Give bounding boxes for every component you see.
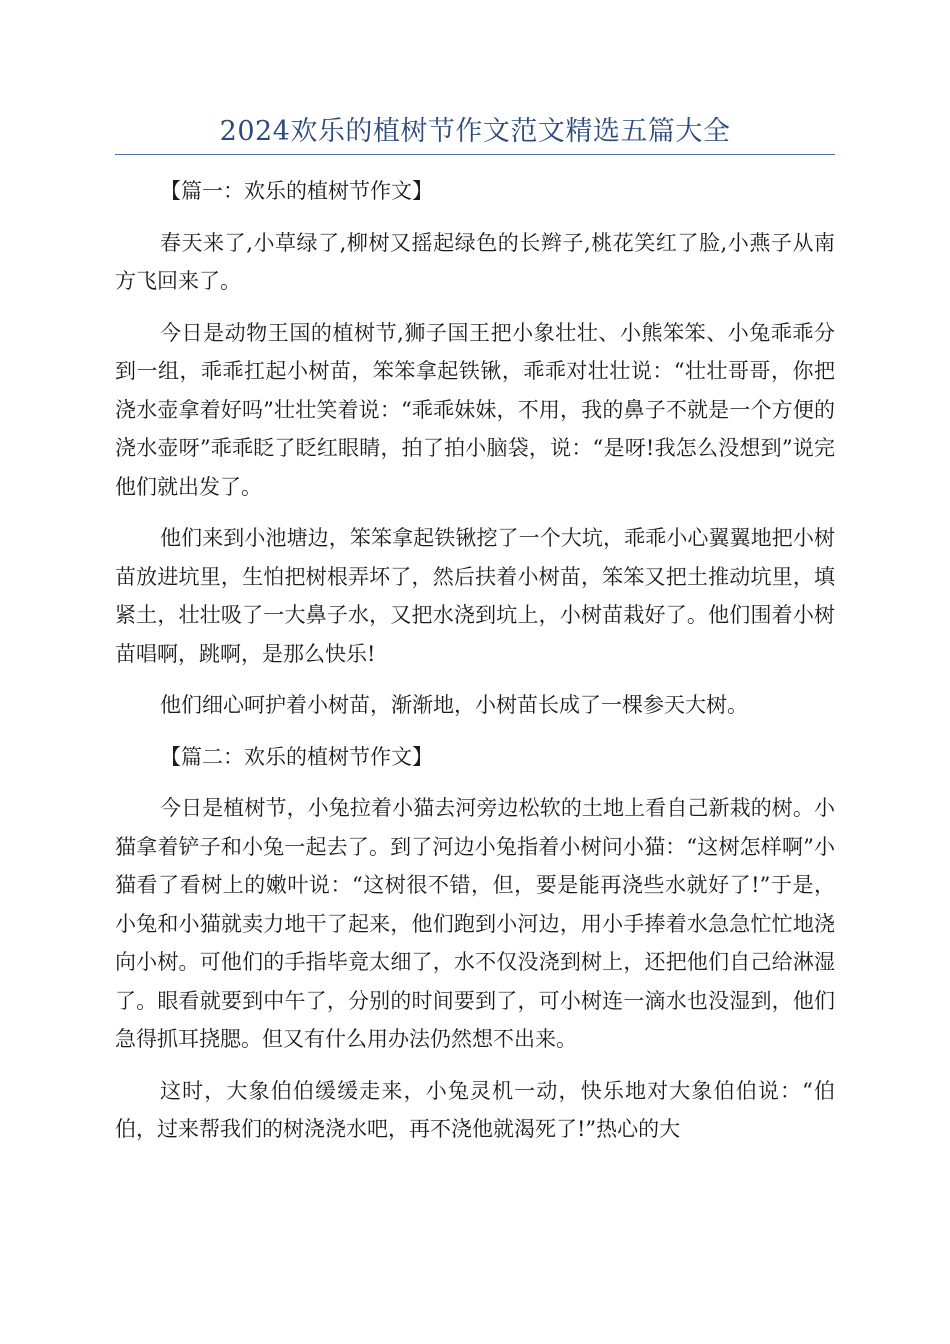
paragraph: 今日是植树节，小兔拉着小猫去河旁边松软的土地上看自己新栽的树。小猫拿着铲子和小兔一起去了。到了河边小兔指着小树问小猫：“这树怎样啊”小猫看了看树上的嫩叶说：“这树很不错，但，要是能再浇些水就好了!”于是，小兔和小猫就卖力地干了起来，他们跑到小河边，用小手捧着水急急忙忙地浇向小树。可他们的手指毕竟太细了，水不仅没浇到树上，还把他们自己给淋湿了。眼看就要到中午了，分别的时间要到了，可小树连一滴水也没湿到，他们急得抓耳挠腮。但又有什么用办法仍然想不出来。 [115,796,835,1051]
paragraph: 他们来到小池塘边，笨笨拿起铁锹挖了一个大坑，乖乖小心翼翼地把小树苗放进坑里，生怕把树根弄坏了，然后扶着小树苗，笨笨又把土推动坑里，填紧土，壮壮吸了一大鼻子水，又把水浇到坑上，小树苗栽好了。他们围着小树苗唱啊，跳啊，是那么快乐! [115,526,835,666]
title-underline [115,154,835,155]
paragraph: 春天来了,小草绿了,柳树又摇起绿色的长辫子,桃花笑红了脸,小燕子从南方飞回来了。 [115,230,835,293]
document-title: 2024欢乐的植树节作文范文精选五篇大全 [219,116,731,147]
section-heading-2: 【篇二：欢乐的植树节作文】 [160,744,433,769]
paragraph: 他们细心呵护着小树苗，渐渐地，小树苗长成了一棵参天大树。 [160,693,748,717]
paragraph: 这时，大象伯伯缓缓走来，小兔灵机一动，快乐地对大象伯伯说：“伯伯，过来帮我们的树浇浇水吧，再不浇他就渴死了!”热心的大 [115,1078,835,1141]
section-heading-1: 【篇一：欢乐的植树节作文】 [160,179,433,203]
paragraph: 今日是动物王国的植树节,狮子国王把小象壮壮、小熊笨笨、小兔乖乖分到一组，乖乖扛起小树苗，笨笨拿起铁锹，乖乖对壮壮说：“壮壮哥哥，你把浇水壶拿着好吗”壮壮笑着说：“乖乖妹妹，不用，我的鼻子不就是一个方便的浇水壶呀”乖乖眨了眨红眼睛，拍了拍小脑袋，说：“是呀!我怎么没想到”说完他们就出发了。 [115,320,835,499]
document-body [115,172,835,1162]
